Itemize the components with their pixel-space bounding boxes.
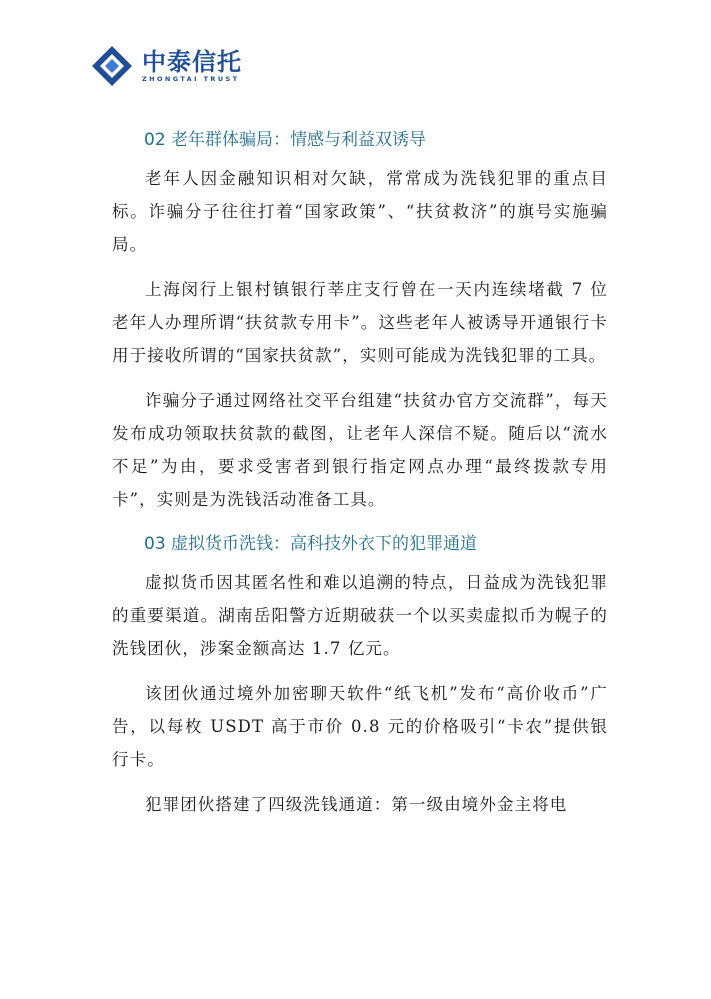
paragraph: 该团伙通过境外加密聊天软件“纸飞机”发布“高价收币”广告，以每枚 USDT 高于市价 0.8 元的价格吸引“卡农”提供银行卡。 (112, 684, 608, 769)
diamond-logo-icon (90, 44, 134, 88)
logo-name-cn: 中泰信托 (142, 47, 242, 76)
paragraph: 诈骗分子通过网络社交平台组建“扶贫办官方交流群”，每天发布成功领取扶贫款的截图，让老年人深信不疑。随后以“流水不足”为由，要求受害者到银行指定网点办理“最终拨款专用卡”，实则是为洗钱活动准备工具。 (112, 391, 608, 509)
paragraph: 老年人因金融知识相对欠缺，常常成为洗钱犯罪的重点目标。诈骗分子往往打着“国家政策”、“扶贫救济”的旗号实施骗局。 (112, 169, 608, 254)
paragraph: 上海闵行上银村镇银行莘庄支行曾在一天内连续堵截 7 位老年人办理所谓“扶贫款专用卡”。这些老年人被诱导开通银行卡用于接收所谓的“国家扶贫款”，实则可能成为洗钱犯罪的工具。 (112, 280, 608, 365)
section-heading-02: 02 老年群体骗局：情感与利益双诱导 (144, 130, 427, 150)
document-body (112, 118, 608, 833)
company-logo (90, 44, 242, 88)
paragraph: 犯罪团伙搭建了四级洗钱通道：第一级由境外金主将电 (145, 795, 568, 814)
paragraph: 虚拟货币因其匿名性和难以追溯的特点，日益成为洗钱犯罪的重要渠道。湖南岳阳警方近期破获一个以买卖虚拟币为幌子的洗钱团伙，涉案金额高达 1.7 亿元。 (112, 573, 608, 658)
section-heading-03: 03 虚拟货币洗钱：高科技外衣下的犯罪通道 (144, 534, 478, 554)
logo-name-en: ZHONGTAI TRUST (142, 74, 240, 83)
